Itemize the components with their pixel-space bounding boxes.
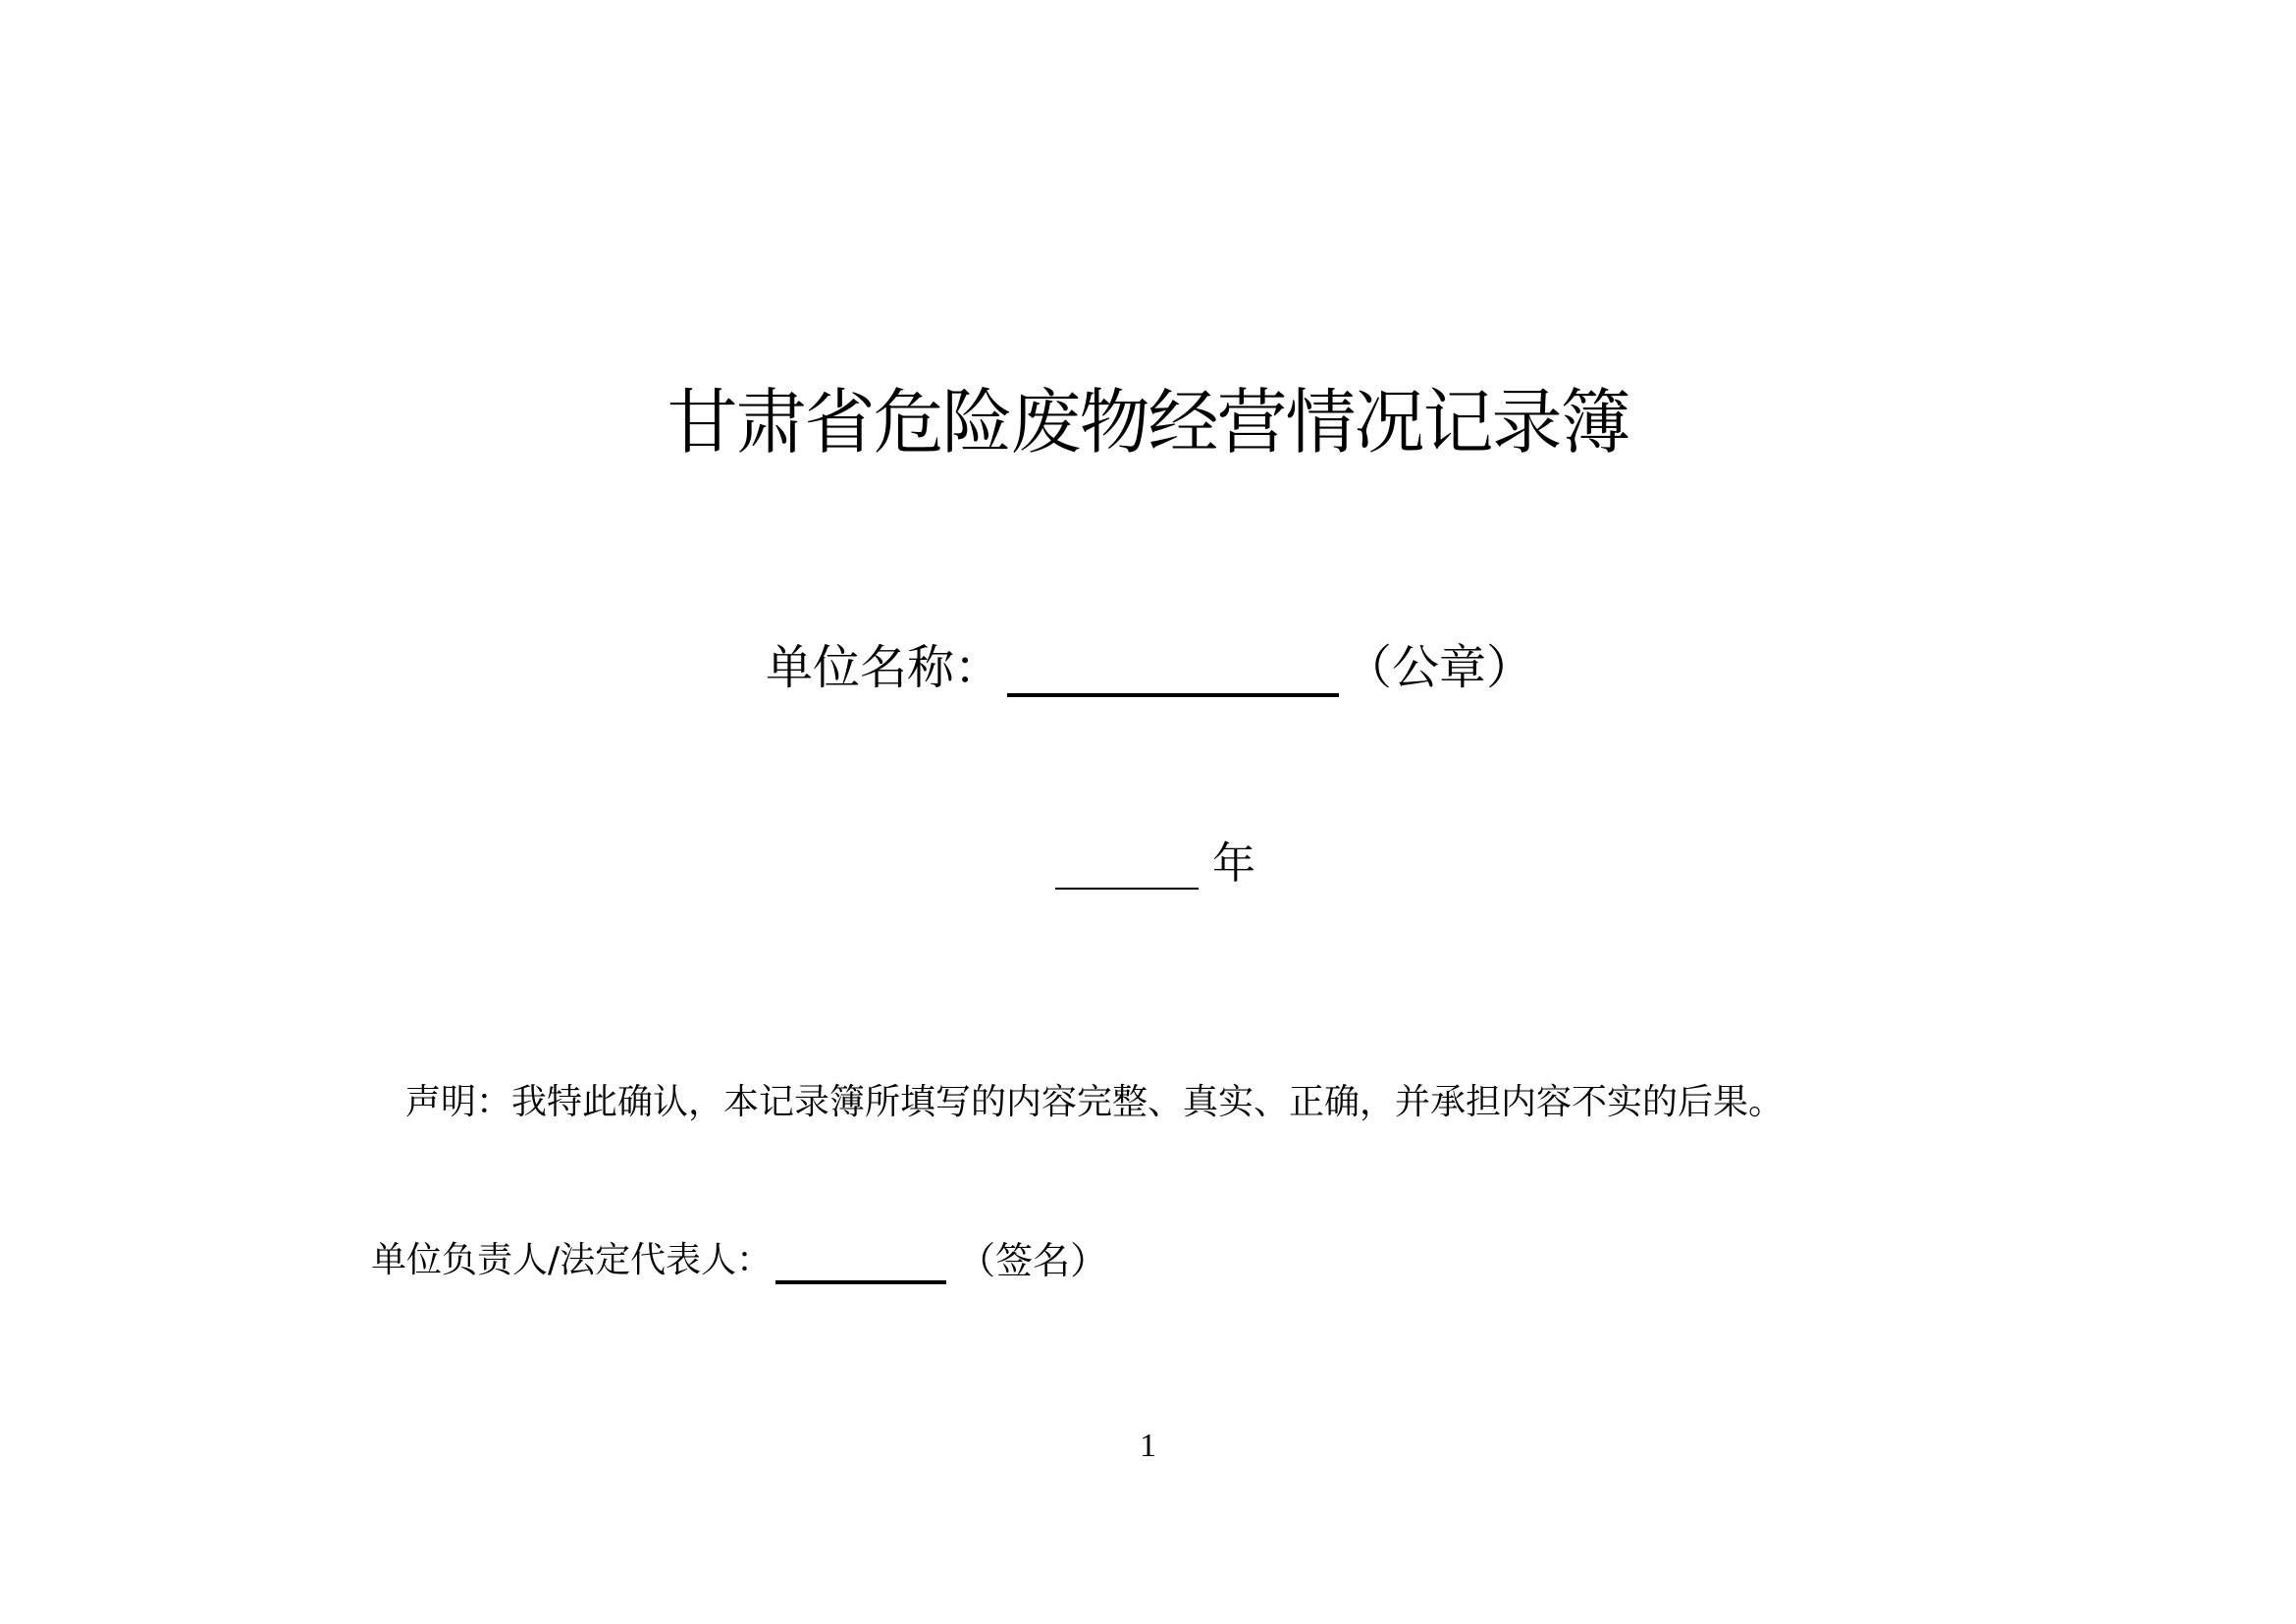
signer-field[interactable] [775, 1241, 946, 1284]
year-row [1055, 830, 1255, 889]
signer-label: 单位负责人/法定代表人： [371, 1239, 773, 1280]
declaration-text: 声明：我特此确认，本记录簿所填写的内容完整、真实、正确，并承担内容不实的后果。 [405, 1082, 1785, 1122]
document-title: 甘肃省危险废物经营情况记录簿 [667, 381, 1629, 463]
year-field[interactable] [1055, 844, 1199, 890]
signature-note: （签名） [958, 1238, 1108, 1282]
unit-name-field[interactable] [1007, 644, 1339, 697]
seal-note: （公章） [1345, 639, 1534, 695]
page-number: 1 [1140, 1428, 1156, 1464]
unit-name-label: 单位名称： [766, 639, 1002, 695]
unit-name-row [766, 628, 1533, 697]
year-suffix: 年 [1212, 839, 1255, 889]
signer-row [371, 1227, 1107, 1286]
